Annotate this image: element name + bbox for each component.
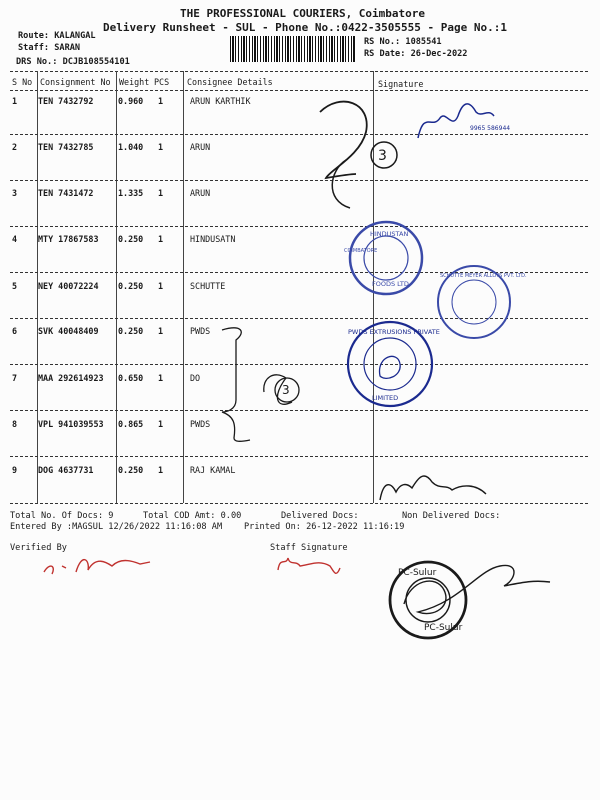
row-3-consignment: TEN 7431472 — [38, 188, 94, 198]
handwritten-mark — [320, 102, 367, 178]
handwritten-bracket — [222, 328, 250, 441]
runsheet-title: Delivery Runsheet - SUL - Phone No.:0422-3505555 - Page No.:1 — [103, 21, 507, 34]
row-2-sno: 2 — [12, 142, 18, 152]
schutte-stamp-text: SCHUTTE MEYER ALLOYS PVT. LTD. — [440, 273, 527, 279]
row-6-pcs: 1 — [158, 326, 164, 336]
row-3-consignee: ARUN — [190, 188, 211, 198]
signature-row-9 — [380, 476, 486, 500]
hindustan-foods-stamp — [344, 222, 422, 294]
row-8-consignment: VPL 941039553 — [38, 419, 104, 429]
rs-number: RS No.: 1085541 — [364, 37, 442, 47]
row-1-pcs: 1 — [158, 96, 164, 106]
pwds-stamp-lower: LIMITED — [372, 394, 399, 402]
col-header-weight: Weight — [119, 77, 150, 87]
row-6-weight: 0.250 — [118, 326, 144, 336]
row-7-consignee: DO — [190, 373, 201, 383]
row-3-weight: 1.335 — [118, 188, 144, 198]
row-8-weight: 0.865 — [118, 419, 144, 429]
row-5-consignee: SCHUTTE — [190, 281, 226, 291]
rs-date: RS Date: 26-Dec-2022 — [364, 49, 468, 59]
circled-number-row-2: 3 — [378, 148, 387, 164]
row-6-consignment: SVK 40048409 — [38, 326, 99, 336]
row-9-pcs: 1 — [158, 465, 164, 475]
row-5-sno: 5 — [12, 281, 18, 291]
handwritten-mark — [332, 160, 350, 208]
row-9-weight: 0.250 — [118, 465, 144, 475]
row-4-weight: 0.250 — [118, 234, 144, 244]
row-5-weight: 0.250 — [118, 281, 144, 291]
row-3-pcs: 1 — [158, 188, 164, 198]
non-delivered-docs: Non Delivered Docs: — [402, 511, 501, 521]
pc-sulur-lower: PC-Sulur — [424, 623, 463, 633]
hindustan-stamp-upper: HINDUSTAN — [370, 230, 409, 238]
delivered-docs: Delivered Docs: — [281, 511, 359, 521]
row-9-consignee: RAJ KAMAL — [190, 465, 236, 475]
staff-signature — [278, 558, 340, 573]
row-2-weight: 1.040 — [118, 142, 144, 152]
row-8-consignee: PWDS — [190, 419, 211, 429]
row-4-consignment: MTY 17867583 — [38, 234, 99, 244]
row-7-weight: 0.650 — [118, 373, 144, 383]
schutte-meyer-stamp — [438, 266, 527, 338]
circled-number-row-7: 3 — [282, 383, 290, 397]
row-1-consignment: TEN 7432792 — [38, 96, 94, 106]
pwds-stamp-upper: PWDS EXTRUSIONS PRIVATE — [348, 328, 440, 336]
col-header-pcs: PCS — [154, 77, 170, 87]
total-docs: Total No. Of Docs: 9 — [10, 511, 114, 521]
hindustan-stamp-lower: FOODS LTD — [372, 280, 409, 288]
row-1-sno: 1 — [12, 96, 18, 106]
row-4-pcs: 1 — [158, 234, 164, 244]
row-3-sno: 3 — [12, 188, 18, 198]
col-header-signature: Signature — [378, 79, 424, 89]
row-6-sno: 6 — [12, 326, 18, 336]
printed-on: Printed On: 26-12-2022 11:16:19 — [244, 522, 405, 532]
hindustan-stamp-left: COIMBATORE — [344, 248, 378, 254]
pc-sulur-stamp — [390, 562, 466, 638]
row-7-sno: 7 — [12, 373, 18, 383]
row-9-consignment: DOG 4637731 — [38, 465, 94, 475]
row-8-pcs: 1 — [158, 419, 164, 429]
verified-by-label: Verified By — [10, 543, 67, 553]
row-1-consignee: ARUN KARTHIK — [190, 96, 251, 106]
entered-by: Entered By :MAGSUL 12/26/2022 11:16:08 AM — [10, 522, 223, 532]
col-header-consignee: Consignee Details — [187, 77, 273, 87]
row-1-weight: 0.960 — [118, 96, 144, 106]
pwds-extrusions-stamp — [348, 322, 440, 406]
row-2-pcs: 1 — [158, 142, 164, 152]
company-title: THE PROFESSIONAL COURIERS, Coimbatore — [180, 7, 426, 20]
row-5-pcs: 1 — [158, 281, 164, 291]
row-7-consignment: MAA 292614923 — [38, 373, 104, 383]
verified-by-signature — [44, 560, 150, 574]
col-header-sno: S No — [12, 77, 33, 87]
row-6-consignee: PWDS — [190, 326, 211, 336]
row-4-consignee: HINDUSATN — [190, 234, 236, 244]
row-8-sno: 8 — [12, 419, 18, 429]
route-label: Route: KALANGAL — [18, 31, 96, 41]
row-5-consignment: NEY 40072224 — [38, 281, 99, 291]
signature-row-1 — [418, 104, 494, 138]
staff-signature-label: Staff Signature — [270, 543, 348, 553]
row-2-consignee: ARUN — [190, 142, 211, 152]
col-header-consignment: Consignment No — [40, 77, 111, 87]
row-4-sno: 4 — [12, 234, 18, 244]
row-7-pcs: 1 — [158, 373, 164, 383]
staff-label: Staff: SARAN — [18, 43, 81, 53]
pc-sulur-upper: PC-Sulur — [398, 568, 437, 578]
total-cod-amount: Total COD Amt: 0.00 — [143, 511, 242, 521]
row-9-sno: 9 — [12, 465, 18, 475]
drs-number: DRS No.: DCJB108554101 — [16, 57, 130, 67]
row-2-consignment: TEN 7432785 — [38, 142, 94, 152]
signature-note-row-1: 9965 586944 — [470, 125, 511, 132]
